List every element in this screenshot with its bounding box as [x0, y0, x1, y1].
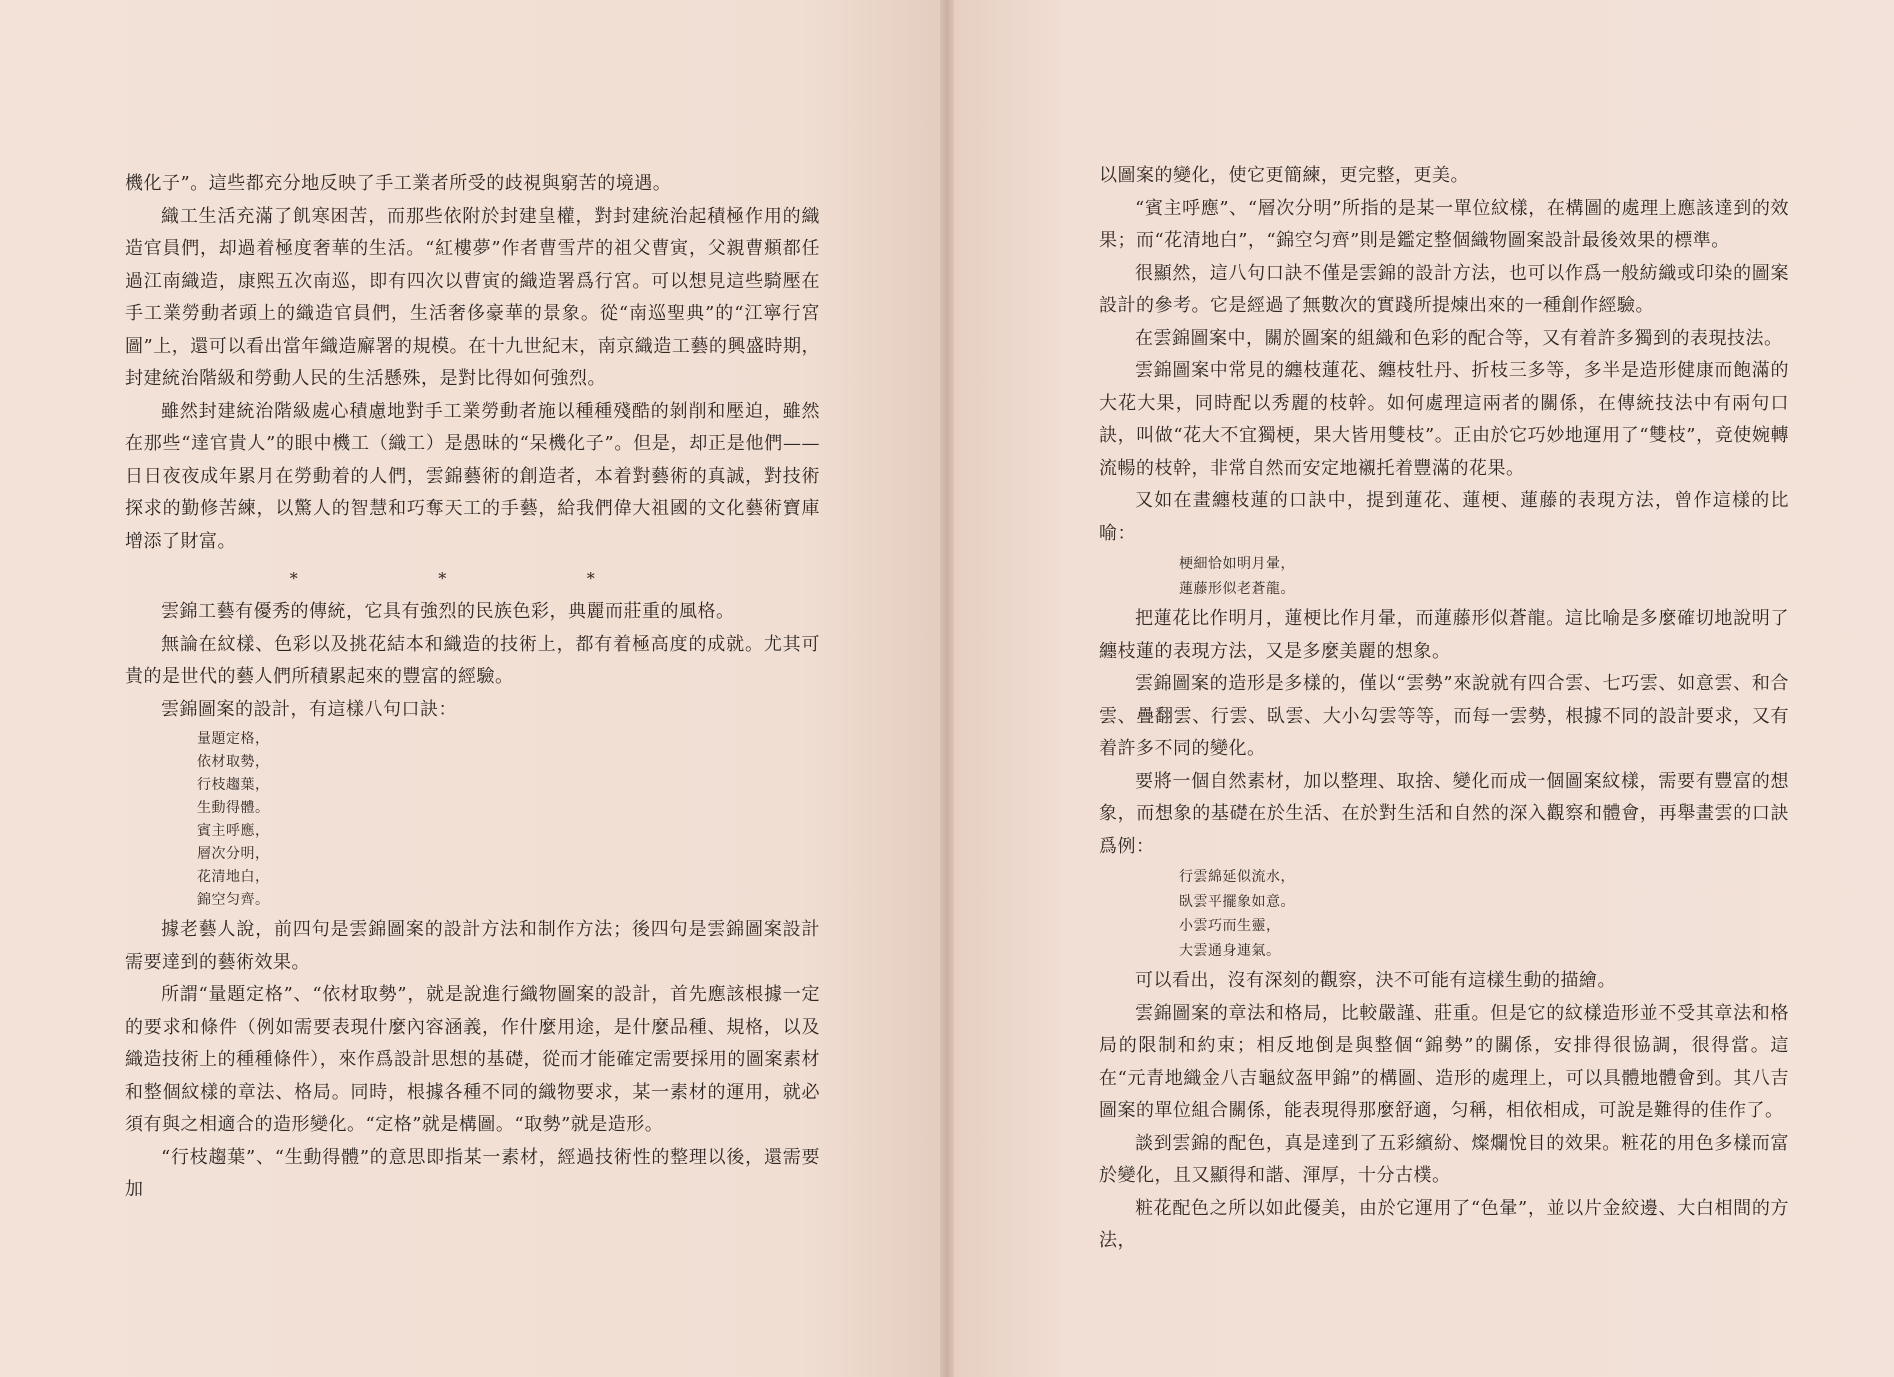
- paragraph: 雲錦圖案中常見的纏枝蓮花、纏枝牡丹、折枝三多等，多半是造形健康而飽滿的大花大果，同時配以秀麗的枝幹。如何處理這兩者的關係，在傳統技法中有兩句口訣，叫做“花大不宜獨梗，果大皆用雙枝”。正由於它巧妙地運用了“雙枝”，竟使婉轉流暢的枝幹，非常自然而安定地襯托着豐滿的花果。: [1099, 360, 1789, 479]
- divider-star: *: [586, 569, 596, 588]
- verse-line: 行雲綿延似流水，: [1179, 869, 1295, 885]
- paragraph: 在雲錦圖案中，關於圖案的組織和色彩的配合等，又有着許多獨到的表現技法。: [1135, 327, 1783, 349]
- paragraph: 把蓮花比作明月，蓮梗比作月暈，而蓮藤形似蒼龍。這比喻是多麼確切地說明了纏枝蓮的表現方法，又是多麼美麗的想象。: [1099, 608, 1789, 662]
- paragraph: 雲錦圖案的設計，有這樣八句口訣：: [161, 698, 457, 720]
- verse-block: [1179, 552, 1789, 601]
- verse-line: 賓主呼應，: [197, 823, 270, 839]
- verse-line: 錦空匀齊。: [197, 892, 270, 908]
- divider-star: *: [289, 569, 299, 588]
- verse-line: 梗細恰如明月暈，: [1179, 556, 1295, 572]
- verse-line: 依材取勢，: [197, 754, 270, 770]
- right-page-text: [1099, 160, 1789, 1258]
- verse-block: [1179, 865, 1789, 963]
- verse-line: 蓮藤形似老蒼龍。: [1179, 580, 1295, 597]
- paragraph: 談到雲錦的配色，真是達到了五彩繽紛、燦爛悅目的效果。粧花的用色多樣而富於變化，且又顯得和諧、渾厚，十分古樸。: [1099, 1132, 1789, 1186]
- left-page-text: [125, 168, 820, 1207]
- verse-line: 花清地白，: [197, 869, 270, 885]
- left-page: [0, 0, 940, 1377]
- verse-line: 大雲通身連氣。: [1179, 942, 1281, 959]
- book-gutter: [940, 0, 954, 1377]
- paragraph: 很顯然，這八句口訣不僅是雲錦的設計方法，也可以作爲一般紡織或印染的圖案設計的參考。它是經過了無數次的實踐所提煉出來的一種創作經驗。: [1099, 262, 1789, 316]
- paragraph: 可以看出，沒有深刻的觀察，決不可能有這樣生動的描繪。: [1135, 970, 1616, 991]
- section-divider: [125, 558, 820, 596]
- divider-star: *: [438, 569, 447, 588]
- paragraph: “行枝趨葉”、“生動得體”的意思即指某一素材，經過技術性的整理以後，還需要加: [125, 1146, 820, 1200]
- paragraph: 又如在畫纏枝蓮的口訣中，提到蓮花、蓮梗、蓮藤的表現方法，曾作這樣的比喻：: [1099, 490, 1789, 544]
- verse-line: 行枝趨葉，: [197, 777, 270, 793]
- verse-block: [197, 728, 820, 912]
- paragraph: “賓主呼應”、“層次分明”所指的是某一單位紋樣，在構圖的處理上應該達到的效果；而“花清地白”，“錦空匀齊”則是鑑定整個織物圖案設計最後效果的標準。: [1099, 197, 1789, 251]
- right-page: [954, 0, 1894, 1377]
- paragraph: 雲錦圖案的造形是多樣的，僅以“雲勢”來說就有四合雲、七巧雲、如意雲、和合雲、疊翻雲、行雲、臥雲、大小勾雲等等，而每一雲勢，根據不同的設計要求，又有着許多不同的變化。: [1099, 673, 1789, 759]
- verse-line: 臥雲平擺象如意。: [1179, 893, 1295, 910]
- paragraph: 雲錦工藝有優秀的傳統，它具有強烈的民族色彩，典麗而莊重的風格。: [161, 601, 735, 622]
- paragraph: 所謂“量題定格”、“依材取勢”，就是說進行織物圖案的設計，首先應該根據一定的要求和條件（例如需要表現什麼內容涵義，作什麼用途，是什麼品種、規格，以及織造技術上的種種條件），來作爲設計思想的基礎，從而才能確定需要採用的圖案素材和整個紋樣的章法、格局。同時，根據各種不同的織物要求，某一素材的運用，就必須有與之相適合的造形變化。“定格”就是構圖。“取勢”就是造形。: [125, 984, 820, 1135]
- verse-line: 小雲巧而生靈，: [1179, 918, 1281, 934]
- paragraph: 雖然封建統治階級處心積慮地對手工業勞動者施以種種殘酷的剝削和壓迫，雖然在那些“達官貴人”的眼中機工（織工）是愚昧的“呆機化子”。但是，却正是他們——日日夜夜成年累月在勞動着的人們，雲錦藝術的創造者，本着對藝術的真誠，對技術探求的勤修苦練，以驚人的智慧和巧奪天工的手藝，給我們偉大祖國的文化藝術寶庫增添了財富。: [125, 400, 820, 552]
- paragraph: 雲錦圖案的章法和格局，比較嚴謹、莊重。但是它的紋樣造形並不受其章法和格局的限制和約束；相反地倒是與整個“錦勢”的關係，安排得很協調，很得當。這在“元青地織金八吉龜紋盔甲錦”的構圖、造形的處理上，可以具體地體會到。其八吉圖案的單位組合關係，能表現得那麼舒適，匀稱，相依相成，可說是難得的佳作了。: [1099, 1002, 1789, 1121]
- paragraph: 要將一個自然素材，加以整理、取捨、變化而成一個圖案紋樣，需要有豐富的想象，而想象的基礎在於生活、在於對生活和自然的深入觀察和體會，再舉畫雲的口訣爲例：: [1099, 770, 1789, 857]
- paragraph: 以圖案的變化，使它更簡練，更完整，更美。: [1099, 165, 1469, 186]
- paragraph: 織工生活充滿了飢寒困苦，而那些依附於封建皇權，對封建統治起積極作用的織造官員們，却過着極度奢華的生活。“紅樓夢”作者曹雪芹的祖父曹寅，父親曹頫都任過江南織造，康熙五次南巡，即有四次以曹寅的織造署爲行宮。可以想見這些騎壓在手工業勞動者頭上的織造官員們，生活奢侈豪華的景象。從“南巡聖典”的“江寧行宮圖”上，還可以看出當年織造廨署的規模。在十九世紀末，南京織造工藝的興盛時期，封建統治階級和勞動人民的生活懸殊，是對比得如何強烈。: [125, 205, 820, 389]
- paragraph: 據老藝人說，前四句是雲錦圖案的設計方法和制作方法；後四句是雲錦圖案設計需要達到的藝術效果。: [125, 919, 820, 973]
- paragraph: 機化子”。這些都充分地反映了手工業者所受的歧視與窮苦的境遇。: [125, 173, 672, 194]
- paragraph: 粧花配色之所以如此優美，由於它運用了“色暈”，並以片金絞邊、大白相間的方法，: [1099, 1197, 1789, 1251]
- paragraph: 無論在紋樣、色彩以及挑花結本和織造的技術上，都有着極高度的成就。尤其可貴的是世代的藝人們所積累起來的豐富的經驗。: [125, 633, 820, 687]
- verse-line: 量題定格，: [197, 731, 270, 747]
- verse-line: 生動得體。: [197, 800, 270, 816]
- verse-line: 層次分明，: [197, 846, 270, 862]
